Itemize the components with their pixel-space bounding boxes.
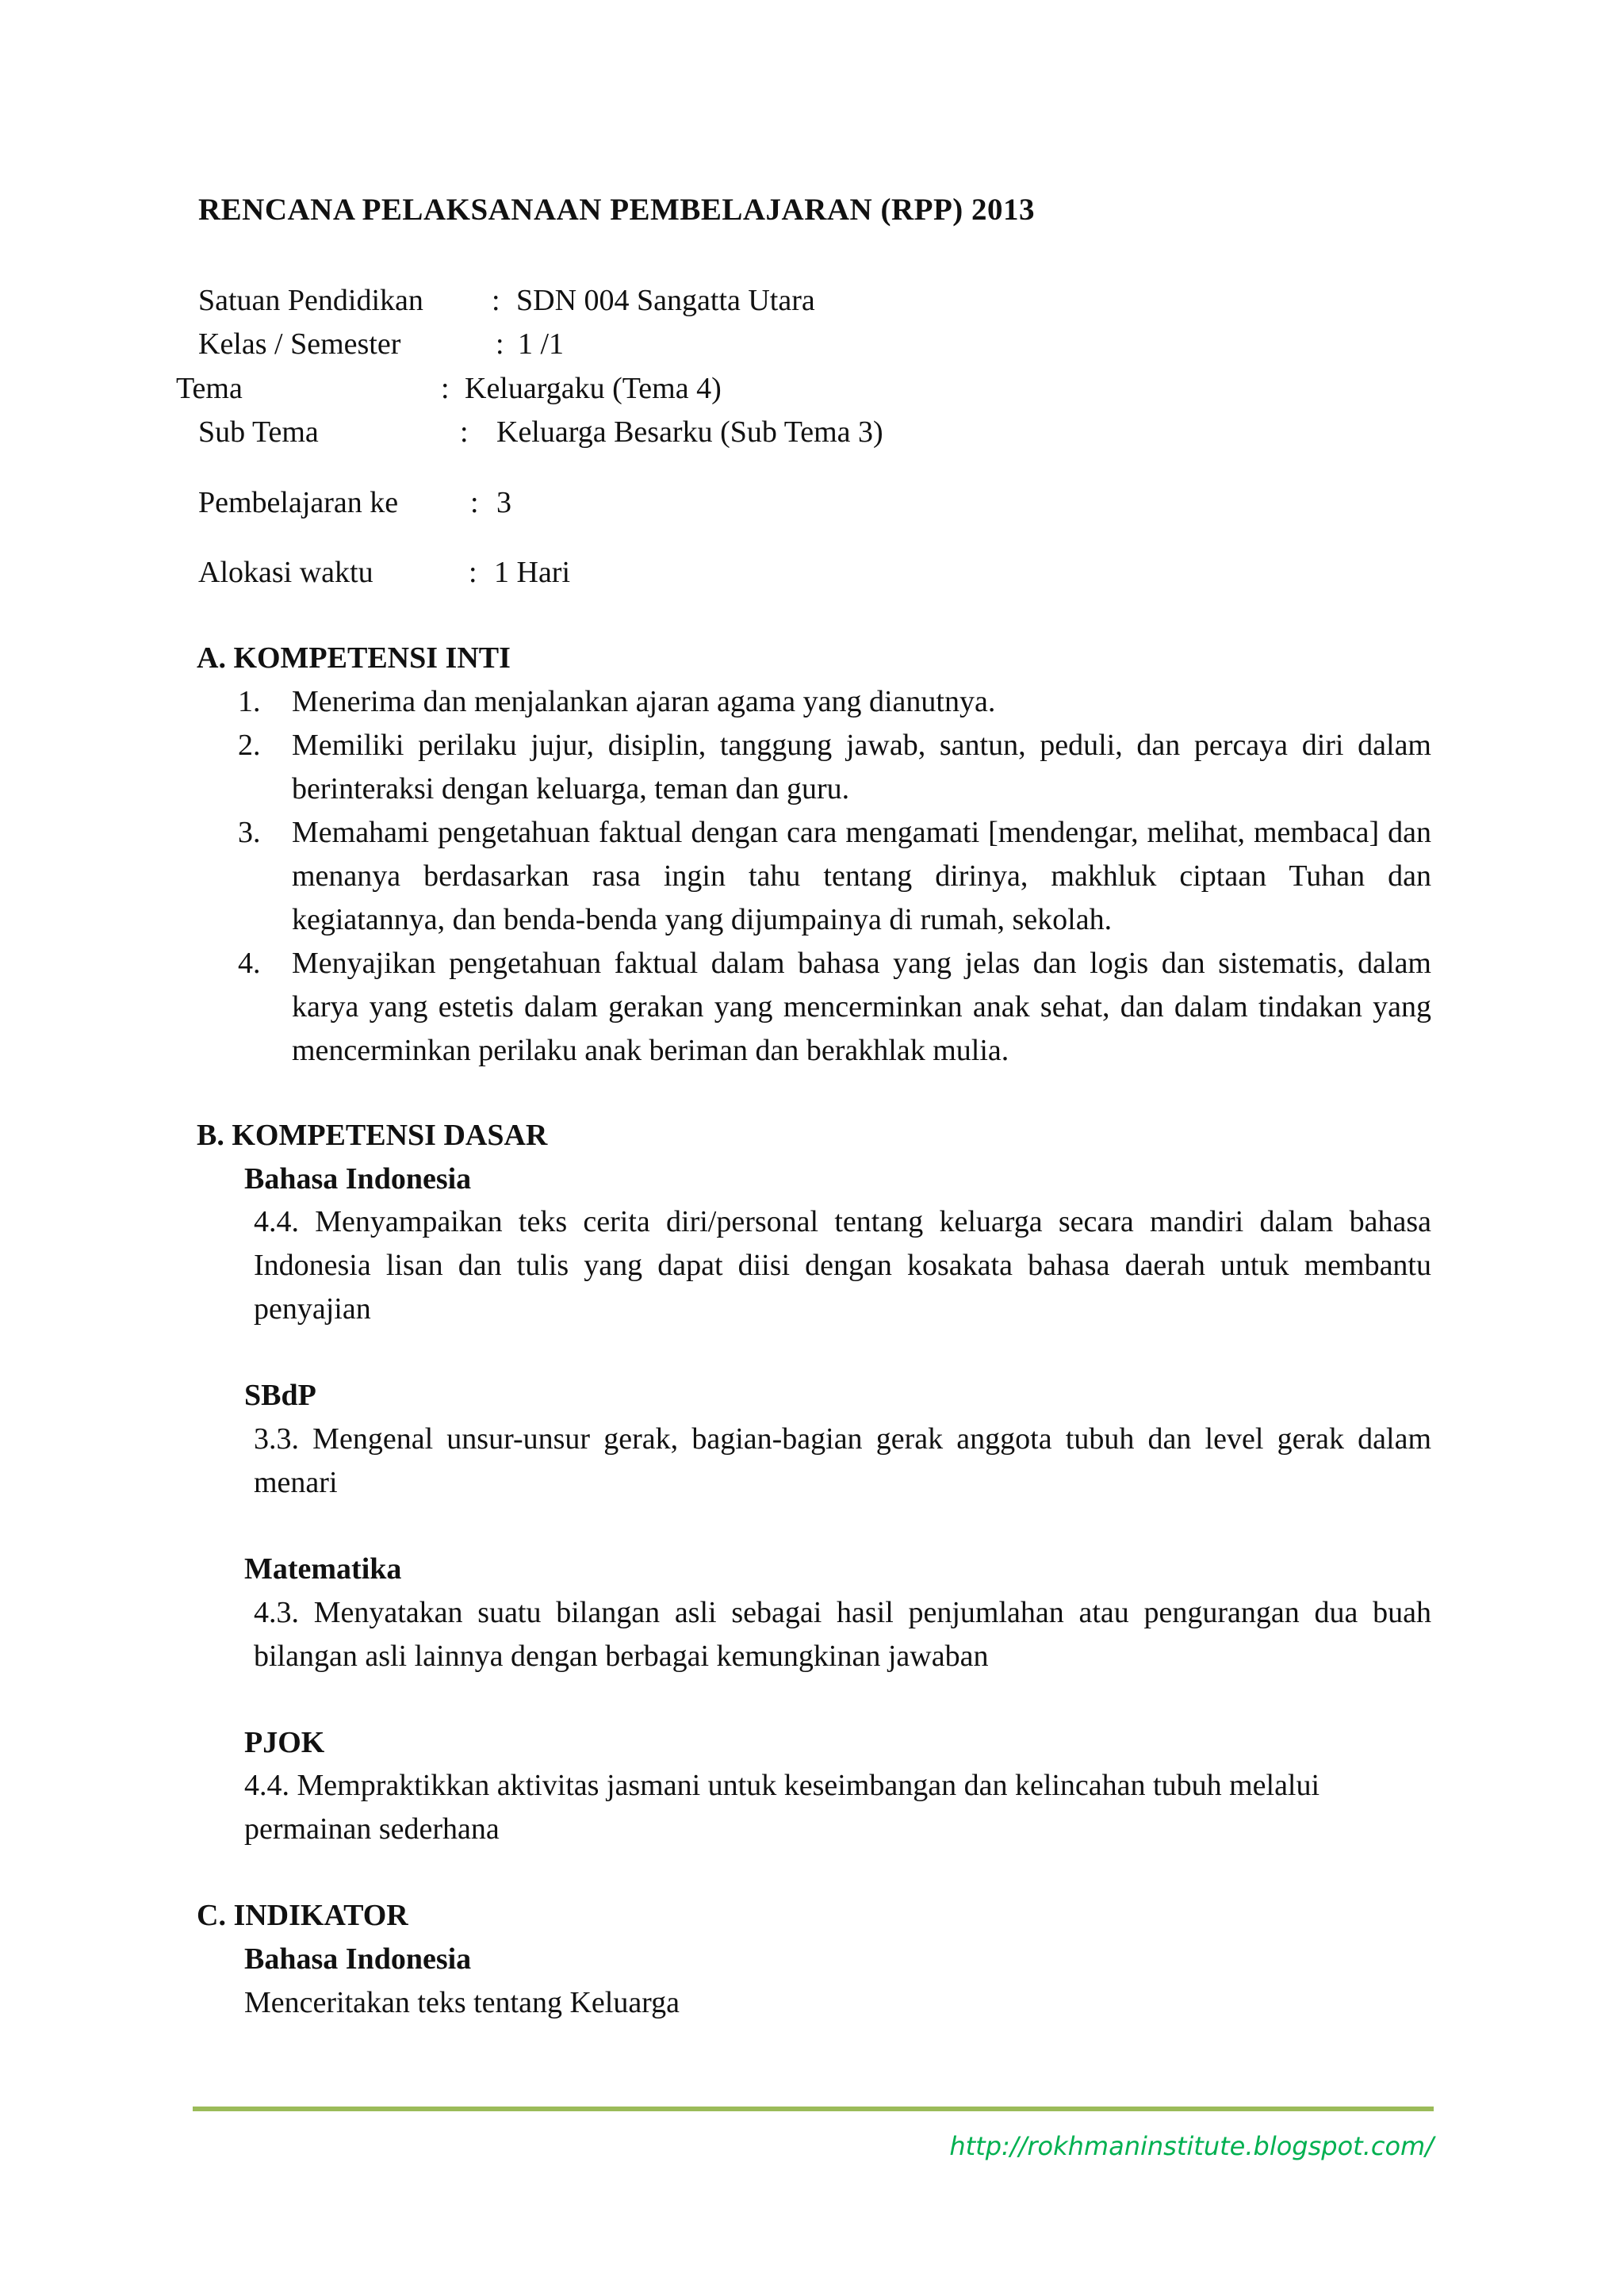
footer-divider bbox=[193, 2107, 1434, 2111]
section-a-heading: A. KOMPETENSI INTI bbox=[197, 641, 511, 675]
list-item bbox=[238, 680, 1431, 724]
list-item-text: Memahami pengetahuan faktual dengan cara mengamati [mendengar, melihat, membaca] dan menanya berdasarkan rasa ingin tahu tentang dirinya, makhluk ciptaan Tuhan dan kegiatannya, dan benda-benda yang dijumpainya di rumah, sekolah. bbox=[292, 816, 1431, 936]
value-subtema: Keluarga Besarku (Sub Tema 3) bbox=[496, 415, 883, 449]
label-satuan: Satuan Pendidikan bbox=[198, 284, 423, 317]
list-item bbox=[238, 811, 1431, 942]
list-item-number: 2. bbox=[238, 729, 261, 762]
list-item-text: Menerima dan menjalankan ajaran agama yang dianutnya. bbox=[292, 685, 996, 718]
label-pembelajaran: Pembelajaran ke bbox=[198, 486, 399, 519]
kd-bahasa-indonesia-text: 4.4. Menyampaikan teks cerita diri/personal tentang keluarga secara mandiri dalam bahasa Indonesia lisan dan tulis yang dapat diisi dengan kosakata bahasa daerah untuk membantu penyajian bbox=[254, 1205, 1431, 1326]
value-alokasi: 1 Hari bbox=[494, 556, 571, 589]
label-tema: Tema bbox=[176, 372, 243, 405]
colon-subtema: : bbox=[460, 415, 469, 449]
subject-pjok: PJOK bbox=[244, 1726, 325, 1759]
value-satuan: SDN 004 Sangatta Utara bbox=[516, 284, 815, 317]
kd-pjok-text: 4.4. Mempraktikkan aktivitas jasmani untuk keseimbangan dan kelincahan tubuh melalui permainan sederhana bbox=[244, 1769, 1320, 1846]
page-title: RENCANA PELAKSANAAN PEMBELAJARAN (RPP) 2013 bbox=[198, 193, 1035, 227]
colon-satuan: : bbox=[492, 284, 500, 317]
list-item bbox=[238, 724, 1431, 811]
indikator-text: Menceritakan teks tentang Keluarga bbox=[244, 1986, 680, 2019]
colon-pembelajaran: : bbox=[470, 486, 479, 519]
value-pembelajaran: 3 bbox=[496, 486, 511, 519]
list-item-text: Memiliki perilaku jujur, disiplin, tanggung jawab, santun, peduli, dan percaya diri dalam berinteraksi dengan keluarga, teman dan guru. bbox=[292, 729, 1431, 806]
colon-alokasi: : bbox=[469, 556, 477, 589]
label-kelas: Kelas / Semester bbox=[198, 327, 401, 361]
section-c-heading: C. INDIKATOR bbox=[197, 1899, 408, 1932]
list-item bbox=[238, 942, 1431, 1073]
kd-matematika-text: 4.3. Menyatakan suatu bilangan asli sebagai hasil penjumlahan atau pengurangan dua buah bilangan asli lainnya dengan berbagai kemungkinan jawaban bbox=[254, 1596, 1431, 1673]
subject-bahasa-indonesia: Bahasa Indonesia bbox=[244, 1162, 472, 1196]
label-alokasi: Alokasi waktu bbox=[198, 556, 373, 589]
list-item-number: 3. bbox=[238, 816, 261, 849]
value-tema: Keluargaku (Tema 4) bbox=[465, 372, 722, 405]
kompetensi-inti-list bbox=[238, 680, 1431, 1073]
list-item-number: 1. bbox=[238, 685, 261, 718]
footer-link[interactable]: http://rokhmaninstitute.blogspot.com/ bbox=[949, 2131, 1434, 2161]
list-item-text: Menyajikan pengetahuan faktual dalam bahasa yang jelas dan logis dan sistematis, dalam karya yang estetis dalam gerakan yang mencerminkan anak sehat, dan dalam tindakan yang mencerminkan perilaku anak beriman dan berakhlak mulia. bbox=[292, 947, 1431, 1067]
subject-sbdp: SBdP bbox=[244, 1379, 316, 1412]
kd-sbdp-text: 3.3. Mengenal unsur-unsur gerak, bagian-bagian gerak anggota tubuh dan level gerak dalam menari bbox=[254, 1422, 1431, 1499]
colon-kelas: : bbox=[496, 327, 504, 361]
colon-tema: : bbox=[441, 372, 450, 405]
list-item-number: 4. bbox=[238, 947, 261, 980]
subject-matematika: Matematika bbox=[244, 1552, 402, 1586]
subject-bahasa-indonesia-indikator: Bahasa Indonesia bbox=[244, 1942, 472, 1976]
value-kelas: 1 /1 bbox=[518, 327, 565, 361]
section-b-heading: B. KOMPETENSI DASAR bbox=[197, 1119, 548, 1152]
label-subtema: Sub Tema bbox=[198, 415, 319, 449]
